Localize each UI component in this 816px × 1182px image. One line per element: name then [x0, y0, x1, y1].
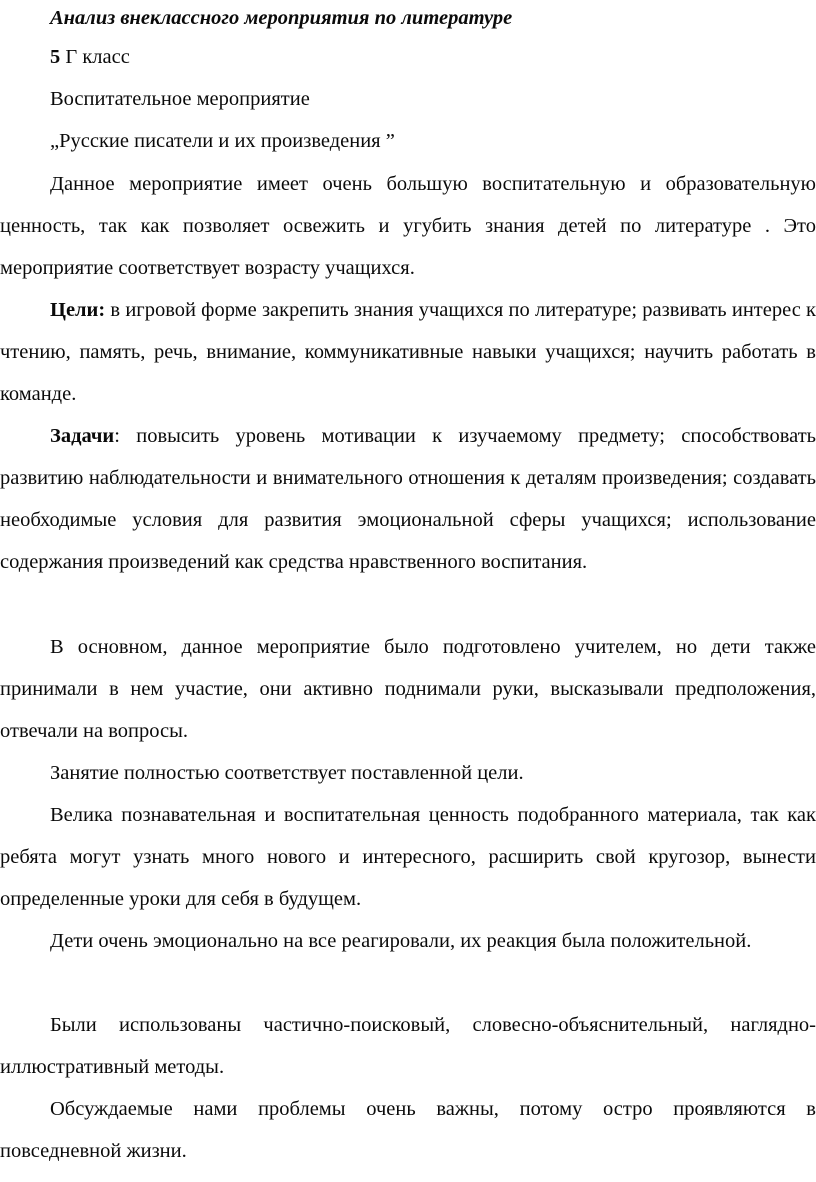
paragraph-goals: [0, 289, 816, 415]
paragraph-reaction: Дети очень эмоционально на все реагировали, их реакция была положительной.: [50, 930, 752, 952]
paragraph-value: Данное мероприятие имеет очень большую воспитательную и образовательную ценность, так как позволяет освежить и угубить знания детей по литературе . Это мероприятие соответствует возрасту учащихся.: [0, 173, 816, 279]
document-title: Анализ внеклассного мероприятия по литературе: [50, 7, 513, 29]
paragraph-participation: В основном, данное мероприятие было подготовлено учителем, но дети также принимали в нем участие, они активно поднимали руки, высказывали предположения, отвечали на вопросы.: [0, 636, 816, 742]
goals-label: Цели:: [50, 299, 106, 321]
paragraph-material-value: Велика познавательная и воспитательная ценность подобранного материала, так как ребята могут узнать много нового и интересного, расширить свой кругозор, вынести определенные уроки для себя в будущем.: [0, 804, 816, 910]
tasks-text: : повысить уровень мотивации к изучаемому предмету; способствовать развитию наблюдательности и внимательного отношения к деталям произведения; создавать необходимые условия для развития эмоциональной сферы учащихся; использование содержания произведений как средства нравственного воспитания.: [0, 425, 816, 573]
class-line: [50, 36, 130, 78]
class-label: Г класс: [60, 46, 130, 68]
event-name: „Русские писатели и их произведения ”: [50, 130, 395, 152]
class-number: 5: [50, 46, 61, 68]
paragraph-methods: Были использованы частично-поисковый, словесно-объяснительный, наглядно-иллюстративный методы.: [0, 1014, 816, 1078]
paragraph-goal-match: Занятие полностью соответствует поставленной цели.: [50, 762, 524, 784]
paragraph-tasks: [0, 415, 816, 583]
tasks-label: Задачи: [50, 425, 115, 447]
event-type: Воспитательное мероприятие: [50, 88, 310, 110]
goals-text: в игровой форме закрепить знания учащихся по литературе; развивать интерес к чтению, память, речь, внимание, коммуникативные навыки учащихся; научить работать в команде.: [0, 299, 816, 405]
paragraph-problems: Обсуждаемые нами проблемы очень важны, потому остро проявляются в повседневной жизни.: [0, 1098, 816, 1162]
